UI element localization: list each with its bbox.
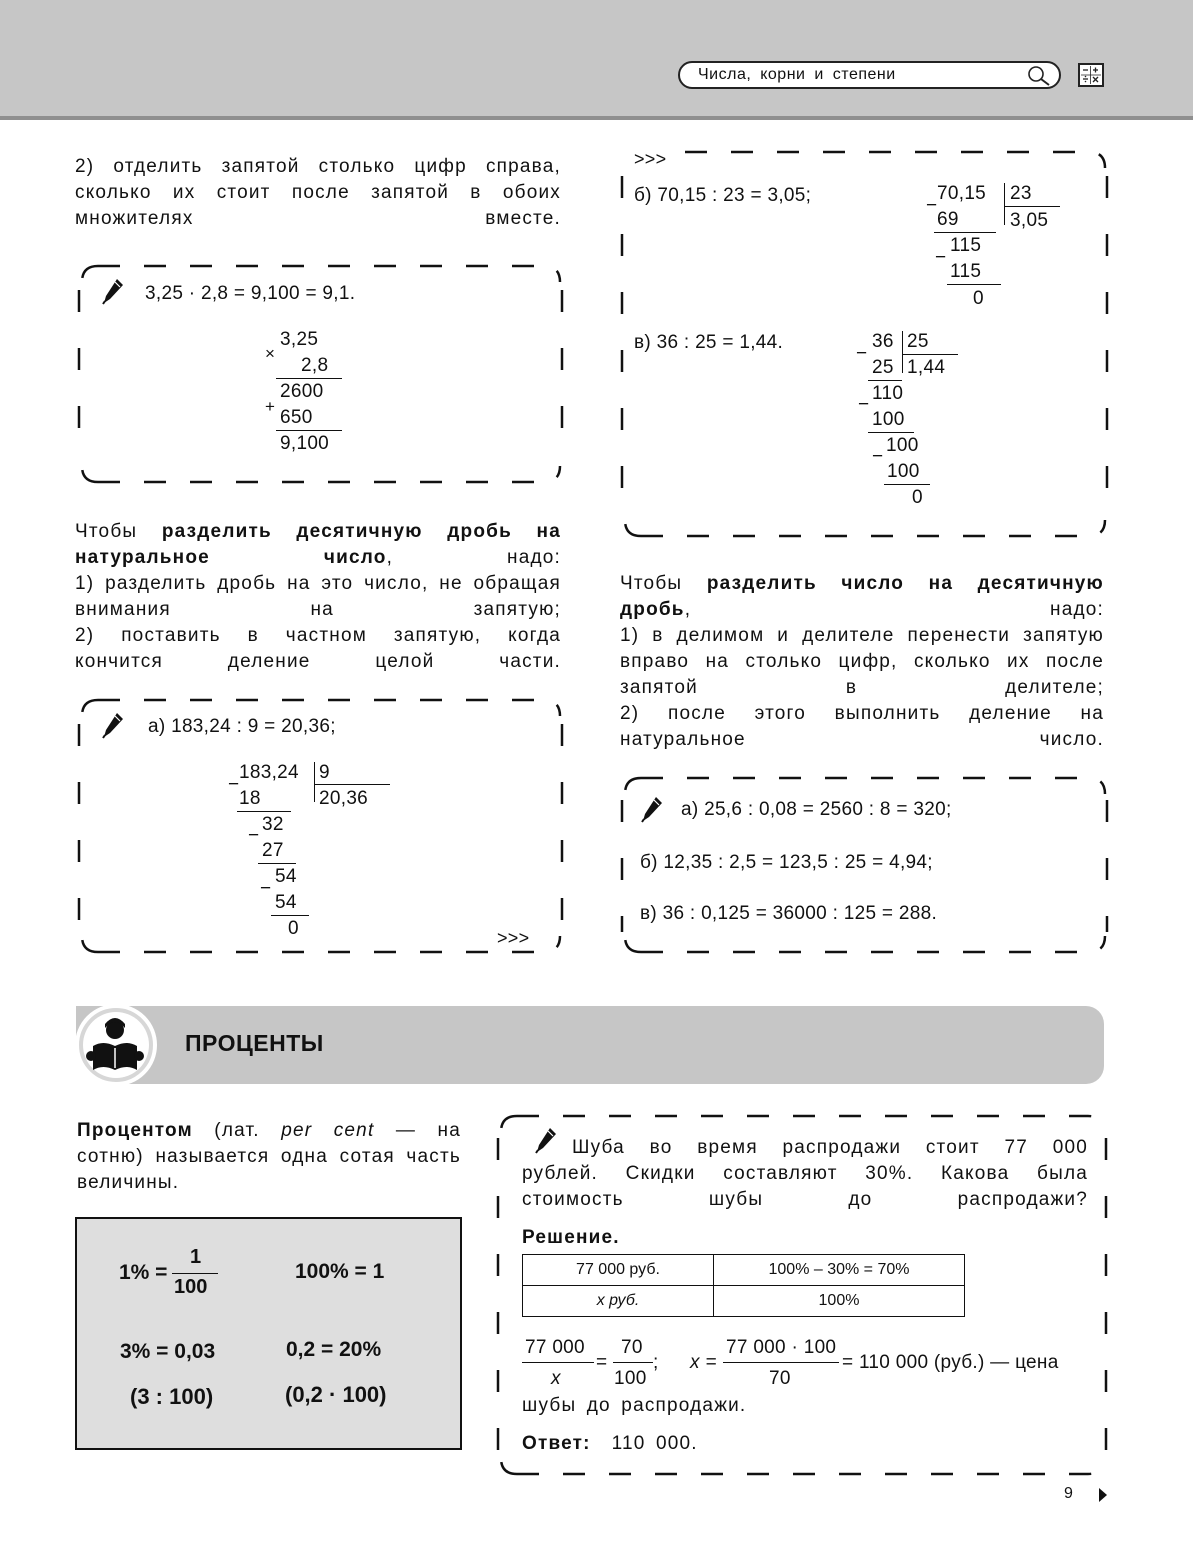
example-b-equation: б) 70,15 : 23 = 3,05; — [634, 185, 812, 206]
rule-line — [271, 915, 309, 916]
formula-1-denominator: 100 — [174, 1276, 208, 1298]
minus-sign: − — [228, 774, 240, 795]
rule-divide-by-natural: Чтобы разделить десятичную дробь на натуральное число, надо: 1) разделить дробь на это число, не обращая внимания на запятую; 2) поставить в частном запятую, когда кончится деление целой части. — [75, 519, 561, 675]
quotient: 1,44 — [907, 357, 946, 378]
remainder-line: 0 — [288, 918, 299, 939]
table-cell: 100% — [714, 1286, 965, 1317]
percent-definition: Процентом (лат. per cent — на сотню) называется одна сотая часть величины. — [77, 1120, 461, 1193]
dividend: 70,15 — [937, 183, 987, 204]
semicolon: ; — [653, 1352, 659, 1373]
fraction2-numerator: 70 — [621, 1337, 643, 1358]
computation-result: = 110 000 (руб.) — цена — [842, 1352, 1059, 1373]
fraction1-numerator: 77 000 — [525, 1337, 585, 1358]
minus-sign: − — [872, 446, 884, 467]
example3-c: в) 36 : 0,125 = 36000 : 125 = 288. — [640, 903, 938, 924]
solution-label: Решение. — [522, 1227, 620, 1248]
rule-line — [237, 811, 291, 812]
table-cell: 100% – 30% = 70% — [714, 1255, 965, 1286]
continued-marker: >>> — [634, 149, 667, 169]
rule2-step2: 2) поставить в частном запятую, когда кончится деление целой части. — [75, 625, 561, 672]
rule-divide-by-decimal-bold: разделить число на десятичную дробь — [620, 573, 1104, 620]
chapter-title: Числа, корни и степени — [698, 66, 896, 83]
rule-line — [934, 232, 996, 233]
multiplicand: 3,25 — [280, 329, 319, 350]
rule-line — [884, 484, 930, 485]
remainder-line: 115 — [950, 235, 982, 256]
example2-equation: а) 183,24 : 9 = 20,36; — [148, 716, 336, 737]
formula-0-2: 0,2 = 20% — [286, 1338, 382, 1361]
minus-sign: − — [858, 394, 870, 415]
fraction-bar — [723, 1362, 839, 1363]
page-number: 9 — [1064, 1485, 1073, 1502]
percent-formulas-box — [75, 1217, 462, 1450]
problem-text: Шуба во время распродажи стоит 77 000 рублей. Скидки составляют 30%. Какова была стоимость шубы до распродажи? — [522, 1137, 1088, 1210]
quotient: 20,36 — [319, 788, 369, 809]
fraction2-denominator: 100 — [614, 1368, 647, 1389]
table-cell: 77 000 руб. — [523, 1255, 714, 1286]
product-result: 9,100 — [280, 433, 330, 454]
pencil-icon — [101, 277, 125, 305]
rule-line — [868, 432, 914, 433]
formula-3-percent: 3% = 0,03 — [120, 1340, 216, 1363]
division-bar — [314, 762, 315, 802]
fraction1-denominator: x — [551, 1368, 561, 1389]
partial-product-2: 650 — [280, 407, 313, 428]
rule3-step1: 1) в делимом и делителе перенести запятую вправо на столько цифр, сколько их после запятой в делителе; — [620, 625, 1104, 698]
remainder-line: 100 — [887, 461, 920, 482]
answer-line: Ответ: 110 000. — [522, 1433, 698, 1454]
dividend: 36 — [872, 331, 894, 352]
rule-line — [258, 863, 296, 864]
division-bar — [902, 331, 903, 373]
remainder-line: 32 — [262, 814, 284, 835]
partial-product-1: 2600 — [280, 381, 324, 402]
minus-sign: − — [260, 878, 272, 899]
quotient: 3,05 — [1010, 210, 1049, 231]
rule-line — [868, 380, 902, 381]
pencil-icon — [101, 711, 125, 739]
table-row — [523, 1255, 965, 1286]
remainder-line: 0 — [973, 288, 984, 309]
pencil-icon — [640, 795, 664, 823]
remainder-line: 54 — [275, 892, 297, 913]
divisor: 9 — [319, 762, 330, 783]
reading-person-icon — [75, 1004, 157, 1086]
example-v-equation: в) 36 : 25 = 1,44. — [634, 332, 784, 353]
fraction-bar — [172, 1273, 218, 1274]
divisor: 25 — [907, 331, 929, 352]
remainder-line: 18 — [239, 788, 261, 809]
chapter-search-bar[interactable] — [678, 61, 1061, 89]
remainder-line: 100 — [872, 409, 905, 430]
remainder-line: 100 — [886, 435, 919, 456]
rule-line — [276, 378, 342, 379]
continue-marker: >>> — [497, 928, 530, 948]
table-cell: x руб. — [523, 1286, 714, 1317]
multiplier: 2,8 — [301, 355, 329, 376]
formula-1-numerator: 1 — [190, 1246, 202, 1268]
calculator-icon[interactable] — [1078, 63, 1104, 87]
minus-sign: − — [926, 195, 938, 216]
fraction-bar — [613, 1362, 653, 1363]
magnifier-icon[interactable] — [1027, 65, 1051, 87]
minus-sign: − — [935, 247, 947, 268]
times-sign: × — [265, 344, 276, 363]
rule2-step1: 1) разделить дробь на это число, не обращая внимания на запятую; — [75, 573, 561, 620]
equals-sign: = — [596, 1352, 608, 1373]
plus-sign: + — [265, 397, 276, 416]
divisor: 23 — [1010, 183, 1032, 204]
next-page-arrow-icon[interactable] — [1098, 1487, 1108, 1503]
remainder-line: 69 — [937, 209, 959, 230]
rule-divide-by-natural-bold: разделить десятичную дробь на натуральное число — [75, 521, 561, 568]
rule-line — [1004, 206, 1060, 207]
table-row — [523, 1286, 965, 1317]
dividend: 183,24 — [239, 762, 299, 783]
rule-line — [314, 784, 390, 785]
rule-divide-by-decimal: Чтобы разделить число на десятичную дробь, надо: 1) в делимом и делителе перенести запятую вправо на столько цифр, сколько их после запятой в делителе; 2) после этого выполнить деление на натуральное число. — [620, 571, 1104, 753]
x-equals: x = — [690, 1352, 717, 1373]
minus-sign: − — [856, 343, 868, 364]
formula-100-percent: 100% = 1 — [295, 1260, 385, 1283]
remainder-line: 0 — [912, 487, 923, 508]
remainder-line: 27 — [262, 840, 284, 861]
example3-b: б) 12,35 : 2,5 = 123,5 : 25 = 4,94; — [640, 852, 933, 873]
remainder-line: 54 — [275, 866, 297, 887]
result-tail: шубы до распродажи. — [522, 1395, 747, 1416]
minus-sign: − — [248, 825, 260, 846]
example1-equation: 3,25 · 2,8 = 9,100 = 9,1. — [145, 283, 356, 304]
formula-0-2-note: (0,2 · 100) — [285, 1382, 387, 1407]
remainder-line: 110 — [872, 383, 904, 404]
rule3-step2: 2) после этого выполнить деление на натуральное число. — [620, 703, 1104, 750]
example3-a: а) 25,6 : 0,08 = 2560 : 8 = 320; — [681, 799, 952, 820]
remainder-line: 115 — [950, 261, 982, 282]
formula-1-percent: 1% = — [119, 1261, 168, 1284]
header-band — [0, 0, 1193, 120]
section-title: ПРОЦЕНТЫ — [185, 1030, 324, 1056]
rule-line — [947, 284, 1001, 285]
division-bar — [1004, 183, 1005, 225]
fraction-bar — [522, 1362, 594, 1363]
fraction3-denominator: 70 — [769, 1368, 791, 1389]
fraction3-numerator: 77 000 · 100 — [726, 1337, 837, 1358]
solution-table — [522, 1254, 965, 1317]
formula-3-percent-note: (3 : 100) — [130, 1384, 214, 1409]
rule-line — [276, 430, 342, 431]
rule-line — [902, 354, 958, 355]
intro-text: 2) отделить запятой столько цифр справа, сколько их стоит после запятой в обоих множителях вместе. — [75, 156, 561, 229]
remainder-line: 25 — [872, 357, 894, 378]
